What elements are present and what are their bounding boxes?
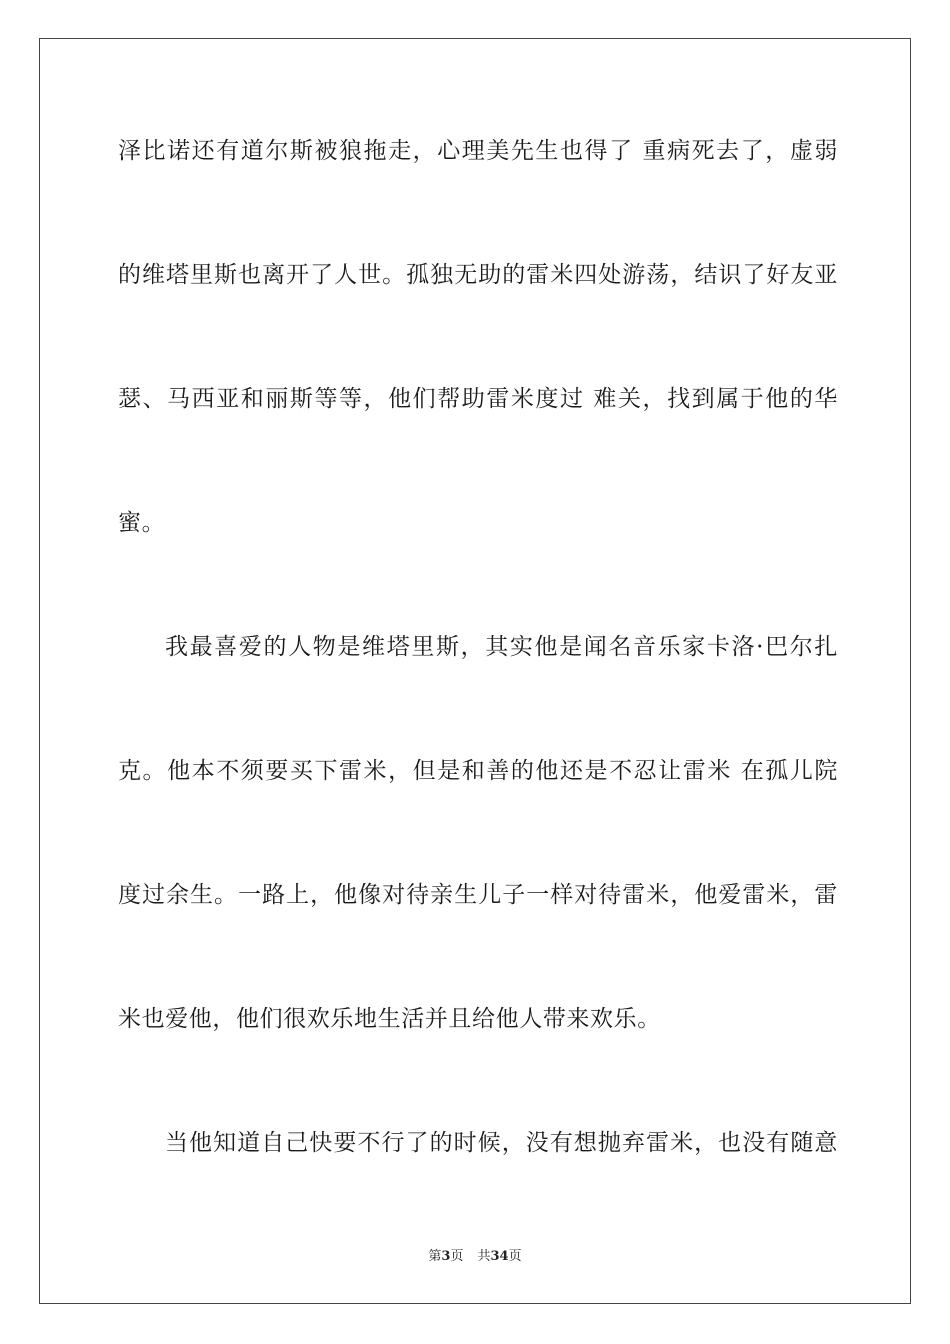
- paragraph-line: 当他知道自己快要不行了的时候，没有想抛弃雷米，也没有随意: [165, 1130, 838, 1156]
- total-prefix: 共: [477, 1249, 491, 1264]
- total-pages: 34: [490, 1249, 509, 1264]
- total-suffix: 页: [508, 1249, 522, 1264]
- paragraph-line: 蜜。: [118, 510, 166, 536]
- paragraph-line: 瑟、马西亚和丽斯等等，他们帮助雷米度过 难关，找到属于他的华: [118, 386, 838, 412]
- page-number: 3: [441, 1249, 451, 1264]
- paragraph-line: 度过余生。一路上，他像对待亲生儿子一样对待雷米，他爱雷米，雷: [118, 882, 838, 908]
- page-footer: [0, 1248, 950, 1266]
- page-prefix: 第: [428, 1249, 442, 1264]
- paragraph-line: 我最喜爱的人物是维塔里斯，其实他是闻名音乐家卡洛·巴尔扎: [165, 634, 838, 660]
- paragraph-line: 克。他本不须要买下雷米，但是和善的他还是不忍让雷米 在孤儿院: [118, 758, 838, 784]
- paragraph-line: 泽比诺还有道尔斯被狼拖走，心理美先生也得了 重病死去了，虚弱: [118, 138, 838, 164]
- paragraph-line: 米也爱他，他们很欢乐地生活并且给他人带来欢乐。: [118, 1006, 661, 1032]
- page-border: [39, 38, 911, 1304]
- page-suffix: 页: [450, 1249, 464, 1264]
- paragraph-line: 的维塔里斯也离开了人世。孤独无助的雷米四处游荡，结识了好友亚: [118, 262, 838, 288]
